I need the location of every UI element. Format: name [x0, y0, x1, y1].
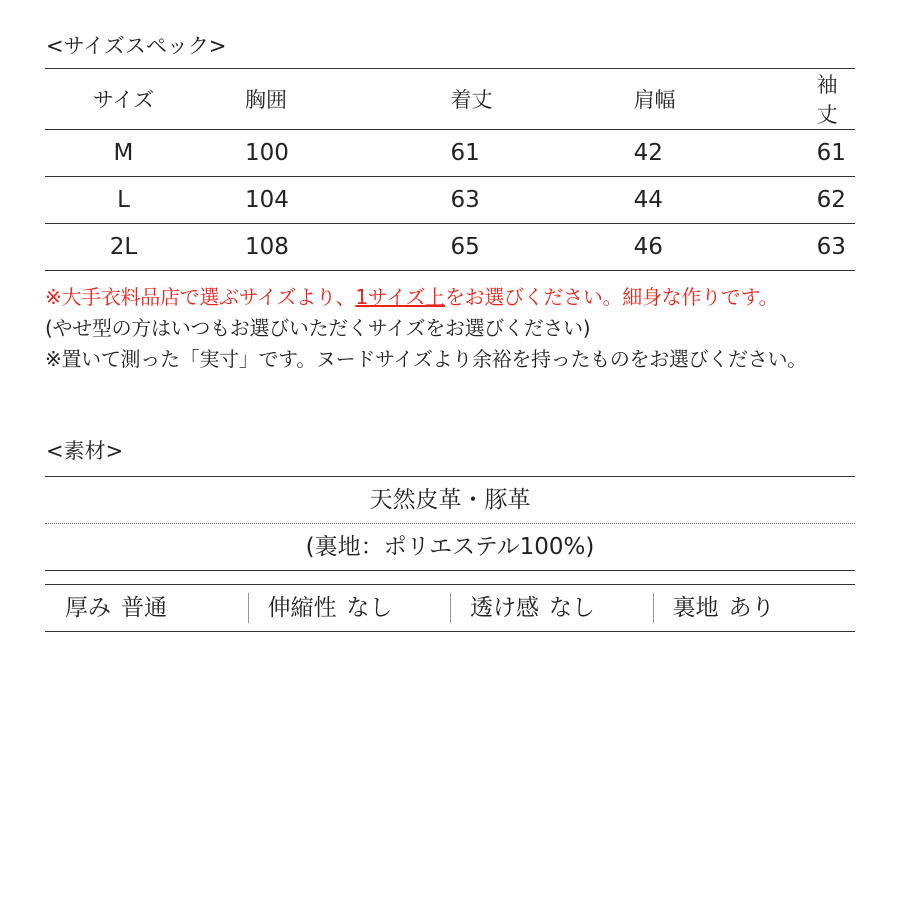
- size-spec-table: [45, 68, 855, 271]
- cell-size: L: [45, 177, 202, 224]
- cell-chest: 100: [202, 130, 451, 177]
- table-row: [45, 130, 855, 177]
- material-lining: (裏地：ポリエステル100%): [45, 524, 855, 571]
- cell-shoulder: 46: [634, 224, 817, 271]
- cell-chest: 108: [202, 224, 451, 271]
- property-sheerness: [450, 585, 653, 631]
- cell-length: 63: [450, 177, 633, 224]
- properties-bar: [45, 584, 855, 632]
- cell-size: 2L: [45, 224, 202, 271]
- size-notes: [45, 282, 807, 375]
- fit-warning-note: [45, 282, 807, 313]
- property-value: 普通: [121, 595, 167, 621]
- property-thickness: [45, 585, 248, 631]
- header-chest: 胸囲: [202, 69, 451, 130]
- cell-sleeve: 61: [817, 130, 855, 177]
- cell-shoulder: 42: [634, 130, 817, 177]
- cell-size: M: [45, 130, 202, 177]
- fit-warning-suffix: をお選びください。細身な作りです。: [444, 285, 779, 309]
- property-value: あり: [728, 595, 775, 621]
- cell-length: 61: [450, 130, 633, 177]
- cell-sleeve: 63: [817, 224, 855, 271]
- header-sleeve: 袖丈: [817, 69, 855, 130]
- table-row: [45, 177, 855, 224]
- material-box: [45, 476, 855, 571]
- slim-body-note: (やせ型の方はいつもお選びいただくサイズをお選びください): [45, 316, 591, 340]
- cell-sleeve: 62: [817, 177, 855, 224]
- actual-measurement-note: ※置いて測った「実寸」です。ヌードサイズより余裕を持ったものをお選びください。: [45, 347, 807, 371]
- property-label: 伸縮性: [267, 595, 337, 621]
- material-title: <素材>: [46, 439, 124, 463]
- cell-length: 65: [450, 224, 633, 271]
- cell-chest: 104: [202, 177, 451, 224]
- size-table-header-row: [45, 69, 855, 130]
- material-main: 天然皮革・豚革: [45, 476, 855, 524]
- cell-shoulder: 44: [634, 177, 817, 224]
- one-size-up-emphasis: 1サイズ上: [355, 285, 445, 309]
- header-shoulder: 肩幅: [634, 69, 817, 130]
- property-label: 裏地: [672, 595, 719, 621]
- property-label: 厚み: [65, 595, 111, 621]
- size-spec-title: <サイズスペック>: [46, 34, 227, 58]
- property-value: なし: [549, 595, 595, 621]
- property-lining: [653, 585, 856, 631]
- header-size: サイズ: [45, 69, 202, 130]
- fit-warning-prefix: ※大手衣料品店で選ぶサイズより、: [45, 285, 356, 309]
- header-length: 着丈: [450, 69, 633, 130]
- property-label: 透け感: [470, 595, 539, 621]
- table-row: [45, 224, 855, 271]
- property-value: なし: [346, 595, 393, 621]
- property-stretch: [248, 585, 451, 631]
